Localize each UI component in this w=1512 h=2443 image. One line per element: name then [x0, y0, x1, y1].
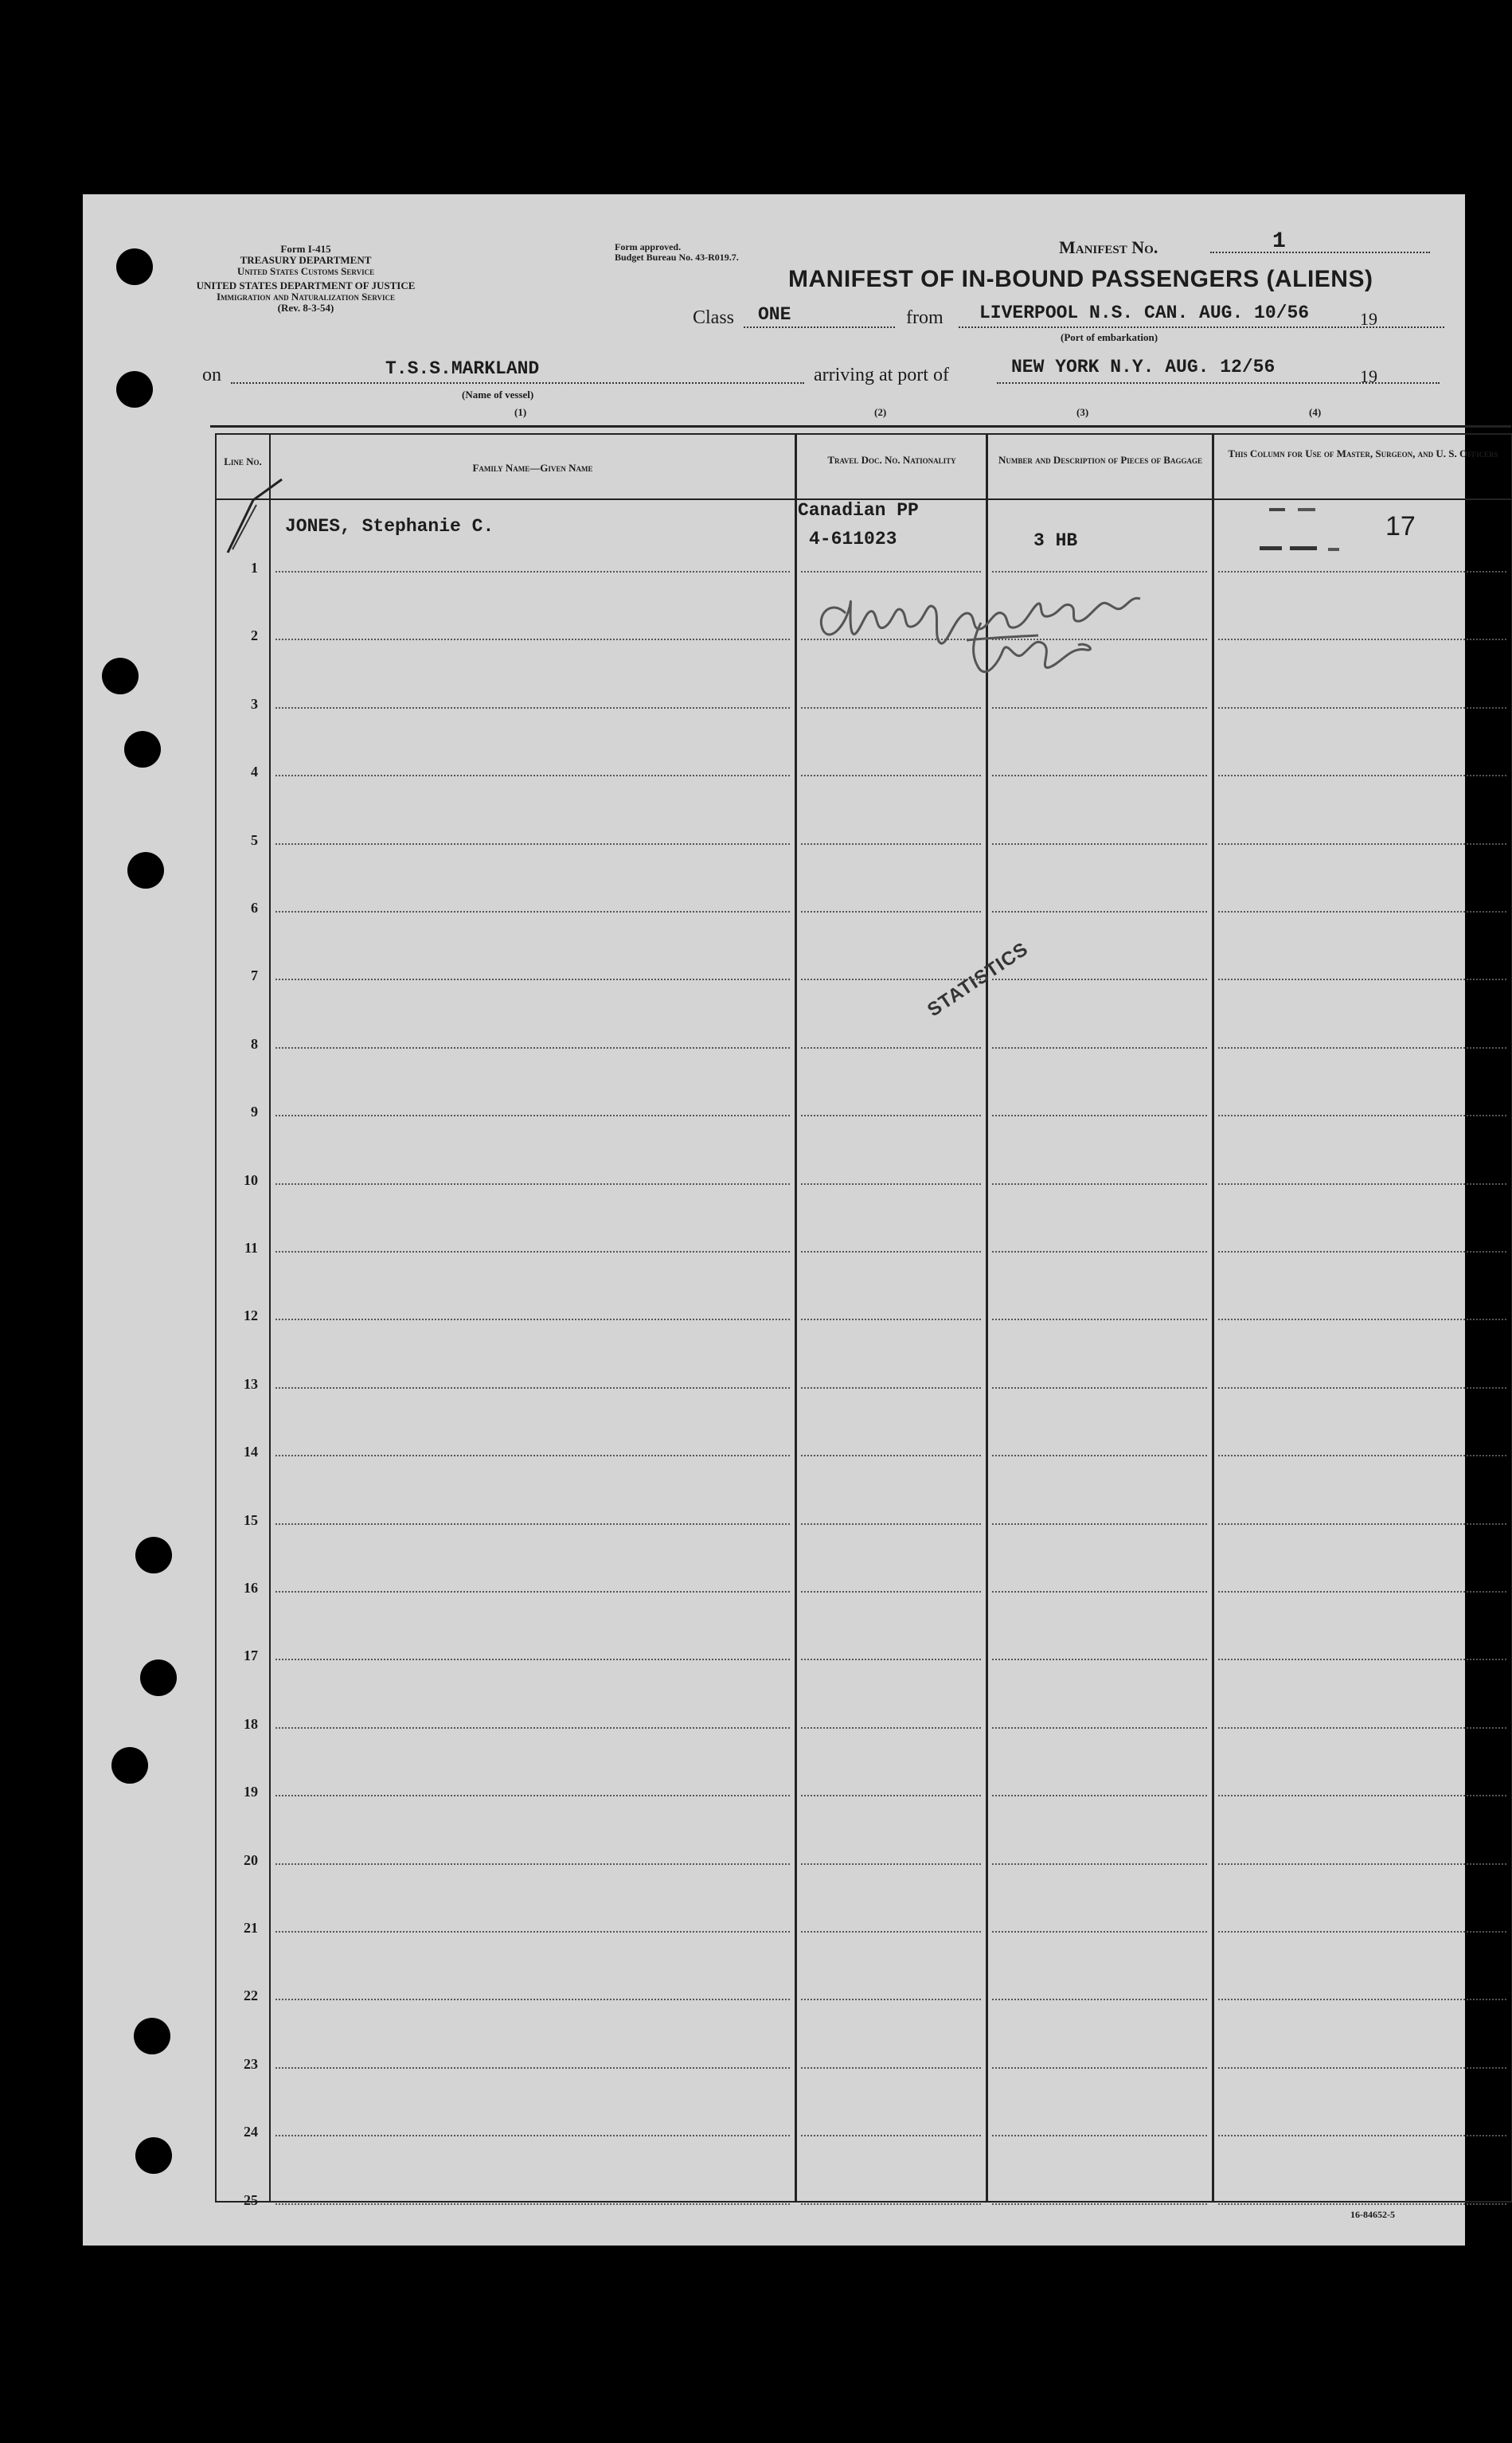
row-rule: [1218, 571, 1506, 573]
row-rule: [1218, 1659, 1506, 1660]
row-rule: [801, 1931, 981, 1933]
row-rule: [801, 1387, 981, 1389]
row-rule: [801, 1999, 981, 2000]
row-rule: [1218, 843, 1506, 845]
col-num-1: (1): [514, 406, 527, 418]
line-number: 9: [251, 1104, 258, 1120]
row-rule: [1218, 2135, 1506, 2136]
row-rule: [801, 1183, 981, 1185]
row-rule: [801, 707, 981, 709]
row-rule: [275, 1591, 790, 1593]
line-number: 11: [244, 1240, 258, 1256]
row-rule: [992, 911, 1207, 913]
line-number: 2: [251, 627, 258, 643]
row-rule: [275, 2067, 790, 2069]
row-rule: [1218, 1931, 1506, 1933]
officer-number: 17: [1385, 511, 1416, 541]
row-rule: [992, 1387, 1207, 1389]
form-number: Form I-415: [280, 243, 331, 255]
row-rule: [992, 1115, 1207, 1116]
manifest-no-value: 1: [1272, 229, 1286, 254]
row-rule: [801, 1319, 981, 1320]
row-rule: [275, 1047, 790, 1049]
on-label: on: [202, 365, 221, 385]
row-rule: [801, 1523, 981, 1525]
line-number: 10: [244, 1172, 258, 1188]
port-of-embarkation: LIVERPOOL N.S. CAN. AUG. 10/56: [979, 303, 1310, 323]
row-rule: [992, 1455, 1207, 1456]
row-rule: [275, 1251, 790, 1253]
row-rule: [1218, 1319, 1506, 1320]
row-rule: [992, 571, 1207, 573]
line-number: 20: [244, 1852, 258, 1868]
row-rule: [275, 1523, 790, 1525]
agency-treasury: TREASURY DEPARTMENT: [240, 254, 372, 266]
row-rule: [992, 1183, 1207, 1185]
class-value: ONE: [758, 304, 791, 325]
row-rule: [275, 1455, 790, 1456]
header-travel-doc: Travel Doc. No. Nationality: [827, 454, 956, 466]
header-baggage: Number and Description of Pieces of Baggage: [998, 454, 1202, 466]
row-rule: [992, 843, 1207, 845]
row-rule: [275, 1183, 790, 1185]
line-number: 16: [244, 1580, 258, 1596]
row-rule: [801, 1251, 981, 1253]
row-rule: [1218, 1047, 1506, 1049]
col-num-3: (3): [1076, 406, 1089, 418]
line-number: 5: [251, 832, 258, 848]
row-rule: [992, 2203, 1207, 2205]
row-rule: [801, 2203, 981, 2205]
row-rule: [801, 1863, 981, 1865]
row-rule: [992, 1727, 1207, 1729]
port-of-arrival: NEW YORK N.Y. AUG. 12/56: [1011, 357, 1276, 377]
row-rule: [992, 1523, 1207, 1525]
row-rule: [1218, 1999, 1506, 2000]
col-num-2: (2): [874, 406, 887, 418]
form-title: MANIFEST OF IN-BOUND PASSENGERS (ALIENS): [788, 266, 1373, 292]
row-rule: [801, 775, 981, 776]
punch-hole: [116, 371, 153, 408]
row-rule: [801, 1455, 981, 1456]
row-rule: [1218, 1863, 1506, 1865]
check-mark-icon: [225, 476, 288, 556]
smudge-mark: [1253, 506, 1357, 562]
row-rule: [801, 2067, 981, 2069]
year-prefix-2: 19: [1360, 366, 1377, 386]
travel-doc-number: 4-611023: [809, 529, 897, 549]
line-number: 25: [244, 2192, 258, 2208]
row-rule: [275, 2203, 790, 2205]
agency-justice: UNITED STATES DEPARTMENT OF JUSTICE: [196, 279, 416, 291]
row-rule: [275, 2135, 790, 2136]
punch-hole: [127, 852, 164, 889]
row-rule: [1218, 1727, 1506, 1729]
row-rule: [275, 1795, 790, 1796]
row-rule: [992, 1319, 1207, 1320]
port-caption: (Port of embarkation): [1061, 331, 1158, 343]
row-rule: [801, 979, 981, 980]
line-number: 3: [251, 696, 258, 712]
row-rule: [1218, 1591, 1506, 1593]
line-number: 7: [251, 967, 258, 983]
form-revision: (Rev. 8-3-54): [277, 302, 334, 314]
from-label: from: [906, 307, 944, 328]
row-rule: [275, 843, 790, 845]
row-rule: [801, 639, 981, 640]
passenger-name: JONES, Stephanie C.: [285, 516, 494, 537]
row-rule: [1218, 1251, 1506, 1253]
year-prefix: 19: [1360, 309, 1377, 329]
row-rule: [801, 1047, 981, 1049]
row-rule: [275, 571, 790, 573]
row-rule: [992, 1795, 1207, 1796]
row-rule: [1218, 1455, 1506, 1456]
line-number: 23: [244, 2056, 258, 2072]
row-rule: [1218, 639, 1506, 640]
punch-hole: [124, 731, 161, 768]
row-rule: [275, 1999, 790, 2000]
line-number: 15: [244, 1512, 258, 1528]
line-number: 4: [251, 764, 258, 780]
row-rule: [275, 775, 790, 776]
punch-hole: [111, 1747, 148, 1784]
row-rule: [275, 979, 790, 980]
line-number: 8: [251, 1036, 258, 1052]
row-rule: [1218, 1387, 1506, 1389]
row-rule: [992, 2067, 1207, 2069]
line-number: 21: [244, 1920, 258, 1936]
row-rule: [992, 775, 1207, 776]
row-rule: [992, 979, 1207, 980]
arriving-label: arriving at port of: [814, 365, 949, 385]
line-number: 18: [244, 1716, 258, 1732]
row-rule: [1218, 1183, 1506, 1185]
line-number: 6: [251, 900, 258, 916]
punch-hole: [135, 1537, 172, 1573]
row-rule: [1218, 1795, 1506, 1796]
manifest-no-label: Manifest No.: [1059, 237, 1158, 257]
travel-doc-nationality: Canadian PP: [798, 500, 919, 521]
row-rule: [275, 1387, 790, 1389]
row-rule: [801, 1659, 981, 1660]
row-rule: [801, 571, 981, 573]
manifest-form: [83, 194, 1498, 2246]
header-name: Family Name—Given Name: [472, 462, 593, 474]
row-rule: [275, 1659, 790, 1660]
baggage-count: 3 HB: [1033, 530, 1078, 551]
row-rule: [275, 639, 790, 640]
line-number: 22: [244, 1988, 258, 2003]
row-rule: [801, 911, 981, 913]
row-rule: [801, 1115, 981, 1116]
punch-hole: [134, 2018, 170, 2054]
row-rule: [275, 1319, 790, 1320]
row-rule: [1218, 911, 1506, 913]
line-number: 19: [244, 1784, 258, 1800]
row-rule: [1218, 775, 1506, 776]
agency-customs: United States Customs Service: [236, 265, 375, 277]
line-number: 13: [244, 1376, 258, 1392]
row-rule: [992, 1659, 1207, 1660]
line-number: 12: [244, 1307, 258, 1323]
row-rule: [1218, 2203, 1506, 2205]
row-rule: [992, 1999, 1207, 2000]
header-officers: This Column for Use of Master, Surgeon, and U. S. Officers: [1228, 448, 1498, 459]
punch-hole: [135, 2137, 172, 2174]
col-num-4: (4): [1309, 406, 1322, 418]
punch-hole: [140, 1659, 177, 1696]
row-rule: [992, 707, 1207, 709]
line-number: 24: [244, 2124, 258, 2140]
row-rule: [275, 1931, 790, 1933]
line-number: 1: [251, 560, 258, 576]
row-rule: [801, 2135, 981, 2136]
vessel-caption: (Name of vessel): [462, 389, 534, 401]
budget-bureau: Budget Bureau No. 43-R019.7.: [615, 252, 739, 263]
row-rule: [992, 1591, 1207, 1593]
agency-ins: Immigration and Naturalization Service: [216, 291, 396, 303]
row-rule: [1218, 2067, 1506, 2069]
row-rule: [1218, 707, 1506, 709]
row-rule: [275, 911, 790, 913]
row-rule: [801, 843, 981, 845]
line-number: 14: [244, 1444, 258, 1460]
vessel-name: T.S.S.MARKLAND: [385, 358, 540, 379]
row-rule: [1218, 1115, 1506, 1116]
punch-hole: [116, 248, 153, 285]
row-rule: [992, 1251, 1207, 1253]
row-rule: [275, 707, 790, 709]
header-line-no: Line No.: [224, 455, 262, 467]
row-rule: [275, 1727, 790, 1729]
punch-hole: [102, 658, 139, 694]
footer-code: 16-84652-5: [1350, 2209, 1395, 2220]
row-rule: [992, 1863, 1207, 1865]
row-rule: [275, 1863, 790, 1865]
class-label: Class: [693, 307, 735, 328]
row-rule: [801, 1795, 981, 1796]
row-rule: [1218, 979, 1506, 980]
line-number: 17: [244, 1648, 258, 1663]
row-rule: [992, 2135, 1207, 2136]
statistics-stamp: STATISTICS: [924, 938, 1033, 1022]
row-rule: [992, 1931, 1207, 1933]
row-rule: [1218, 1523, 1506, 1525]
row-rule: [801, 1727, 981, 1729]
row-rule: [801, 1591, 981, 1593]
row-rule: [275, 1115, 790, 1116]
form-approved: Form approved.: [615, 241, 682, 252]
row-rule: [992, 1047, 1207, 1049]
row-rule: [992, 639, 1207, 640]
